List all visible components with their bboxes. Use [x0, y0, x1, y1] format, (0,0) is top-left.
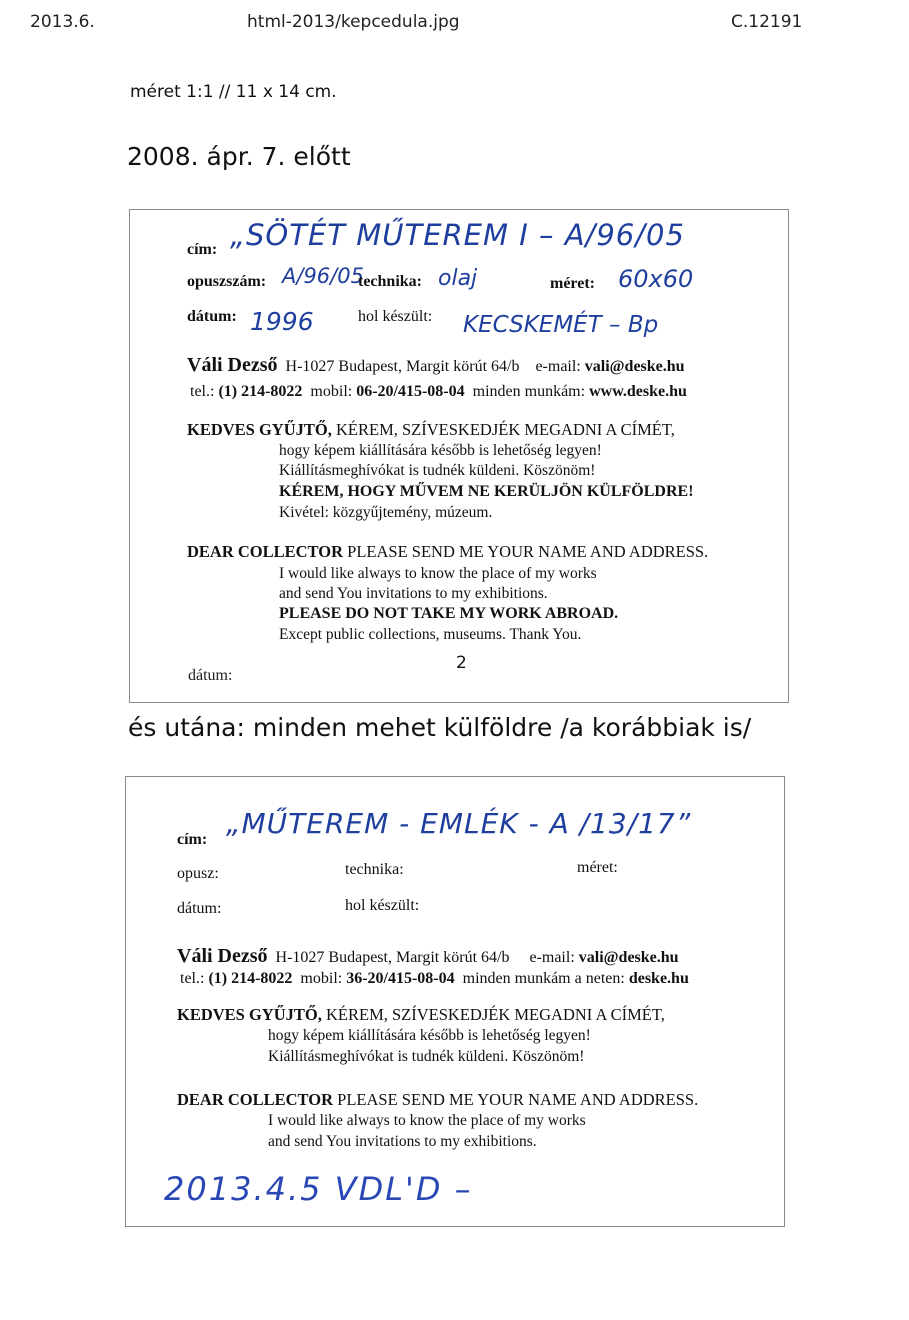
hu-line-2: Kiállításmeghívókat is tudnék küldeni. Köszönöm! — [279, 462, 596, 479]
web-value: deske.hu — [628, 970, 689, 987]
hu-heading-rest: KÉREM, SZÍVESKEDJÉK MEGADNI A CÍMÉT, — [331, 420, 675, 439]
cim-handwritten: „SÖTÉT MŰTEREM I – A/96/05 — [230, 218, 685, 252]
web-value: www.deske.hu — [589, 383, 687, 400]
tel-label: tel.: — [180, 970, 205, 987]
email-label: e-mail: — [535, 358, 581, 375]
label-card-1 — [129, 209, 789, 703]
technika-label: technika: — [345, 861, 404, 878]
meret-label: méret: — [577, 859, 618, 876]
tel-value: (1) 214-8022 — [208, 970, 293, 987]
en-line-2: and send You invitations to my exhibitions. — [279, 585, 548, 602]
section1-title-dot: . — [277, 142, 286, 171]
header-date: 2013.6. — [30, 12, 95, 32]
hu-heading — [187, 420, 675, 440]
artist-line-1 — [177, 945, 679, 968]
email-value: vali@deske.hu — [584, 358, 685, 375]
hu-heading-rest: KÉREM, SZÍVESKEDJÉK MEGADNI A CÍMÉT, — [321, 1005, 665, 1024]
datum-label: dátum: — [177, 900, 222, 917]
hu-line-2: Kiállításmeghívókat is tudnék küldeni. Köszönöm! — [268, 1048, 585, 1065]
munkam-label: minden munkám a neten: — [462, 970, 625, 987]
header-code: C.12191 — [731, 12, 803, 32]
en-line-4: Except public collections, museums. Thank You. — [279, 626, 582, 643]
opus-handwritten: A/96/05 — [282, 264, 364, 288]
mobil-value: 36-20/415-08-04 — [346, 970, 455, 987]
hu-line-1: hogy képem kiállítására később is lehetőség legyen! — [268, 1027, 591, 1044]
meret-handwritten: 60x60 — [618, 265, 694, 293]
datum-label: dátum: — [187, 308, 237, 325]
datum-handwritten: 1996 — [250, 307, 314, 336]
cim-label: cím: — [187, 241, 218, 258]
artist-address: H-1027 Budapest, Margit körút 64/b — [275, 949, 510, 966]
artist-line-2 — [190, 383, 687, 401]
en-line-2: and send You invitations to my exhibitions. — [268, 1133, 537, 1150]
meret-label: méret: — [550, 275, 595, 292]
en-heading-bold: DEAR COLLECTOR — [177, 1090, 334, 1109]
artist-address: H-1027 Budapest, Margit körút 64/b — [285, 358, 520, 375]
hu-line-1: hogy képem kiállítására később is lehetőség legyen! — [279, 442, 602, 459]
handwritten-signature-date: 2013.4.5 VDL'D – — [164, 1170, 473, 1208]
hol-label: hol készült: — [345, 897, 420, 914]
en-line-1: I would like always to know the place of my works — [268, 1112, 586, 1129]
section2-title: és utána: minden mehet külföldre /a korábbiak is/ — [128, 713, 752, 742]
mobil-value: 06-20/415-08-04 — [356, 383, 465, 400]
opus-label: opusz: — [177, 865, 219, 882]
tel-value: (1) 214-8022 — [218, 383, 303, 400]
technika-label: technika: — [358, 273, 422, 290]
artist-line-1 — [187, 354, 685, 377]
label-card-2 — [125, 776, 785, 1227]
en-line-3: PLEASE DO NOT TAKE MY WORK ABROAD. — [279, 605, 619, 622]
section1-title-rest: előtt — [285, 142, 351, 171]
hu-heading — [177, 1005, 665, 1025]
mobil-label: mobil: — [300, 970, 343, 987]
size-note: méret 1:1 // 11 x 14 cm. — [130, 82, 337, 102]
hu-heading-bold: KEDVES GYŰJTŐ, — [187, 420, 332, 439]
section1-title-main: 2008. ápr. 7 — [127, 142, 278, 171]
page-number: 2 — [456, 653, 467, 673]
hu-line-4: Kivétel: közgyűjtemény, múzeum. — [279, 504, 493, 521]
hol-handwritten: KECSKEMÉT – Bp — [463, 312, 659, 338]
cim-handwritten: „MŰTEREM - EMLÉK - A /13/17” — [226, 807, 692, 840]
email-value: vali@deske.hu — [578, 949, 679, 966]
mobil-label: mobil: — [310, 383, 353, 400]
artist-name: Váli Dezső — [187, 354, 278, 376]
en-heading-bold: DEAR COLLECTOR — [187, 542, 344, 561]
email-label: e-mail: — [529, 949, 575, 966]
section1-title — [127, 142, 351, 171]
technika-handwritten: olaj — [438, 266, 478, 291]
en-heading — [177, 1090, 698, 1110]
tel-label: tel.: — [190, 383, 215, 400]
hol-label: hol készült: — [358, 308, 433, 325]
en-heading-rest: PLEASE SEND ME YOUR NAME AND ADDRESS. — [333, 1090, 699, 1109]
artist-name: Váli Dezső — [177, 945, 268, 967]
en-heading-rest: PLEASE SEND ME YOUR NAME AND ADDRESS. — [343, 542, 709, 561]
opus-label: opuszszám: — [187, 273, 267, 290]
hu-heading-bold: KEDVES GYŰJTŐ, — [177, 1005, 322, 1024]
datum-bottom-label: dátum: — [188, 667, 233, 684]
hu-line-3: KÉREM, HOGY MŰVEM NE KERÜLJÖN KÜLFÖLDRE! — [279, 483, 694, 500]
artist-line-2 — [180, 970, 689, 988]
munkam-label: minden munkám: — [472, 383, 586, 400]
en-heading — [187, 542, 708, 562]
header-filename: html-2013/kepcedula.jpg — [247, 12, 460, 32]
en-line-1: I would like always to know the place of my works — [279, 565, 597, 582]
cim-label: cím: — [177, 831, 208, 848]
